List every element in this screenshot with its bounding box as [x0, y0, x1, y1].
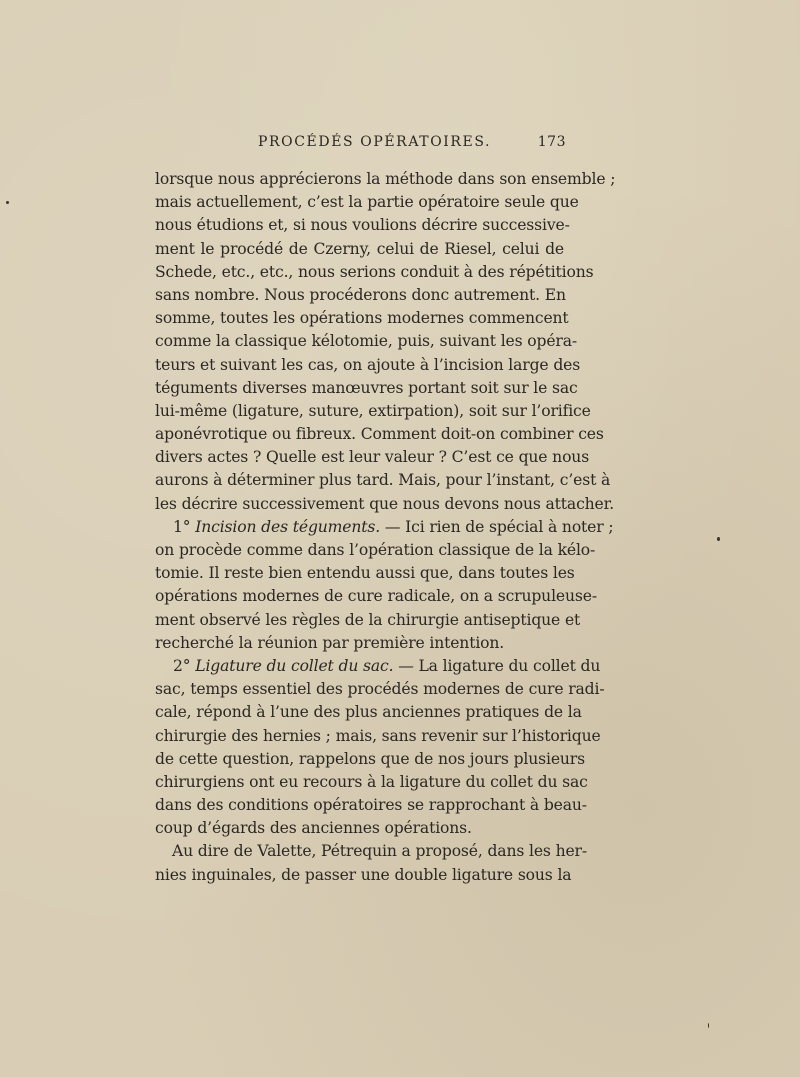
text-line: sac, temps essentiel des procédés modernes de cure radi-: [155, 680, 605, 699]
text-line: Au dire de Valette, Pétrequin a proposé, dans les her-: [172, 842, 587, 861]
text-line: Schede, etc., etc., nous serions conduit à des répétitions: [155, 262, 594, 281]
text-line: divers actes ? Quelle est leur valeur ? C’est ce que nous: [155, 448, 590, 467]
section-heading: Incision des téguments.: [195, 517, 381, 536]
paper-speck: [6, 201, 9, 204]
running-title: PROCÉDÉS OPÉRATOIRES.: [258, 134, 492, 150]
text-line: recherché la réunion par première intention.: [155, 633, 505, 652]
text-line: nies inguinales, de passer une double ligature sous la: [155, 865, 572, 884]
text-line: aurons à déterminer plus tard. Mais, pour l’instant, c’est à: [155, 471, 611, 490]
text-line: coup d’égards des anciennes opérations.: [155, 819, 472, 838]
text-line: les décrire successivement que nous devons nous attacher.: [155, 494, 615, 513]
paper-speck: [717, 537, 720, 541]
text-line: lui-même (ligature, suture, extirpation), soit sur l’orifice: [155, 401, 591, 420]
text-line: chirurgie des hernies ; mais, sans revenir sur l’historique: [155, 726, 601, 745]
text-line: comme la classique kélotomie, puis, suivant les opéra-: [155, 332, 577, 351]
text-line: somme, toutes les opérations modernes commencent: [155, 309, 569, 328]
section-heading-line: [155, 516, 614, 539]
body-text: [155, 168, 616, 887]
text-line: mais actuellement, c’est la partie opératoire seule que: [155, 193, 579, 212]
text-line: sans nombre. Nous procéderons donc autrement. En: [155, 285, 566, 304]
paper-speck: [708, 1023, 709, 1028]
section-number: 2°: [173, 656, 191, 675]
text-line: cale, répond à l’une des plus anciennes pratiques de la: [155, 703, 582, 722]
text-line: tomie. Il reste bien entendu aussi que, dans toutes les: [155, 564, 575, 583]
text-line: aponévrotique ou fibreux. Comment doit-on combiner ces: [155, 425, 604, 444]
text-line: téguments diverses manœuvres portant soit sur le sac: [155, 378, 578, 397]
text-line: opérations modernes de cure radicale, on a scrupuleuse-: [155, 587, 597, 606]
section-number: 1°: [173, 517, 191, 536]
text-line: ment le procédé de Czerny, celui de Riesel, celui de: [155, 239, 564, 258]
text-line: on procède comme dans l’opération classique de la kélo-: [155, 541, 596, 559]
section-heading-rest: — Ici rien de spécial à noter ;: [380, 517, 614, 536]
text-line: teurs et suivant les cas, on ajoute à l’incision large des: [155, 355, 581, 374]
running-head: [150, 134, 566, 156]
text-line: chirurgiens ont eu recours à la ligature du collet du sac: [155, 772, 588, 791]
text-line: de cette question, rappelons que de nos jours plusieurs: [155, 749, 585, 768]
text-line: lorsque nous apprécierons la méthode dans son ensemble ;: [155, 170, 616, 188]
text-line: nous étudions et, si nous voulions décrire successive-: [155, 216, 570, 235]
text-line: ment observé les règles de la chirurgie antiseptique et: [155, 610, 581, 629]
section-heading-rest: — La ligature du collet du: [393, 656, 601, 675]
section-heading-line: [155, 655, 601, 678]
section-heading: Ligature du collet du sac.: [195, 656, 394, 675]
page-number: 173: [537, 134, 566, 150]
text-line: dans des conditions opératoires se rapprochant à beau-: [155, 796, 587, 815]
